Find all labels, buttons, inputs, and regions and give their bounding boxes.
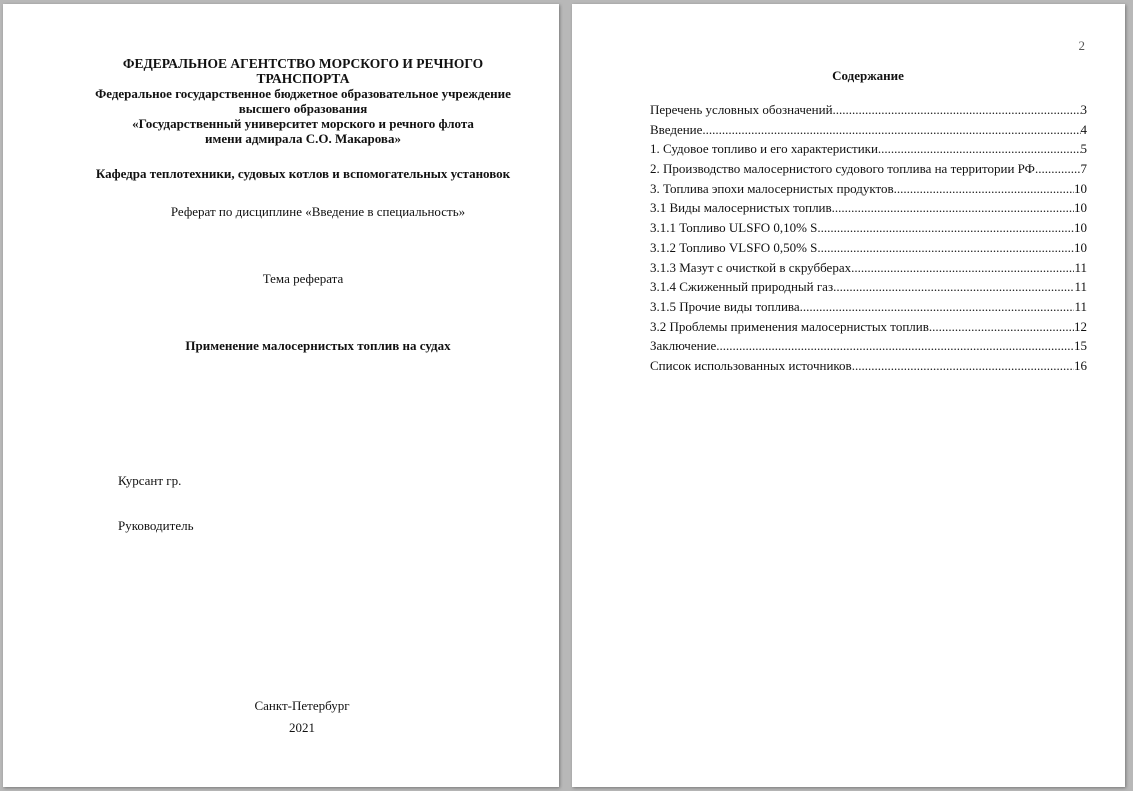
toc-leader	[833, 100, 1081, 120]
toc-entry-page: 10	[1074, 220, 1087, 236]
topic-title: Применение малосернистых топлив на судах	[185, 338, 451, 353]
toc-entry[interactable]	[650, 277, 1087, 297]
header-line: ФЕДЕРАЛЬНОЕ АГЕНТСТВО МОРСКОГО И РЕЧНОГО	[122, 56, 484, 71]
toc-entry-text: 1. Судовое топливо и его характеристики	[650, 141, 878, 157]
toc-entry-page: 16	[1074, 357, 1087, 373]
toc-entry[interactable]	[650, 297, 1087, 317]
toc-entry[interactable]	[650, 238, 1087, 258]
toc-entry-text: 3. Топлива эпохи малосернистых продуктов	[650, 180, 894, 196]
toc-entry-text: Перечень условных обозначений	[650, 102, 833, 117]
toc-leader	[894, 179, 1074, 199]
student-label: Курсант гр.	[118, 473, 182, 488]
header-line: имени адмирала С.О. Макарова»	[205, 131, 401, 146]
title-page	[3, 4, 559, 787]
toc-entry-text: 3.1.3 Мазут с очисткой в скрубберах	[650, 259, 852, 275]
toc-entry-text: 3.2 Проблемы применения малосернистых топлив	[650, 318, 929, 334]
toc-entry[interactable]	[650, 218, 1087, 238]
toc-entry-page: 11	[1074, 259, 1087, 275]
toc-leader	[1035, 159, 1081, 179]
toc-entry-page: 3	[1080, 102, 1087, 117]
toc-leader	[716, 336, 1074, 356]
toc-entry-page: 15	[1074, 338, 1087, 354]
toc-entry-text: 3.1.4 Сжиженный природный газ	[650, 279, 834, 295]
toc-leader	[851, 258, 1074, 278]
toc-leader	[878, 139, 1081, 159]
toc-entry-page: 4	[1080, 121, 1087, 137]
toc-entry[interactable]	[650, 100, 1087, 120]
department: Кафедра теплотехники, судовых котлов и вспомогательных установок	[95, 166, 511, 181]
header-line: ТРАНСПОРТА	[256, 71, 350, 86]
toc-entry[interactable]	[650, 198, 1087, 218]
header-line: «Государственный университет морского и речного флота	[132, 116, 474, 131]
title-page-header	[63, 56, 543, 146]
toc-entry-page: 5	[1080, 141, 1087, 157]
toc-leader	[929, 317, 1074, 337]
city: Санкт-Петербург	[254, 698, 350, 713]
contents-page	[572, 4, 1125, 787]
toc-entry[interactable]	[650, 120, 1087, 140]
toc-leader	[832, 198, 1074, 218]
page-number: 2	[1078, 38, 1085, 53]
toc-entry-text: Заключение	[650, 338, 717, 354]
year: 2021	[289, 720, 315, 735]
toc-entry-page: 11	[1074, 279, 1087, 295]
toc-entry-text: Список использованных источников	[650, 357, 852, 373]
toc-list	[650, 100, 1087, 376]
toc-entry-text: 3.1.5 Прочие виды топлива	[650, 298, 800, 314]
toc-entry-text: 3.1.1 Топливо ULSFO 0,10% S	[650, 220, 818, 236]
toc-entry-page: 11	[1074, 298, 1087, 314]
toc-entry-page: 10	[1074, 239, 1087, 255]
header-line: Федеральное государственное бюджетное образовательное учреждение	[95, 86, 511, 101]
toc-entry-page: 10	[1074, 200, 1087, 216]
toc-entry-text: Введение	[650, 121, 703, 137]
topic-label: Тема реферата	[262, 271, 344, 286]
toc-entry[interactable]	[650, 139, 1087, 159]
discipline: Реферат по дисциплине «Введение в специальность»	[170, 204, 466, 219]
toc-entry[interactable]	[650, 356, 1087, 376]
supervisor-label: Руководитель	[118, 518, 194, 533]
toc-entry[interactable]	[650, 179, 1087, 199]
toc-leader	[817, 238, 1074, 258]
toc-entry-text: 3.1.2 Топливо VLSFO 0,50% S	[650, 239, 818, 255]
header-line: высшего образования	[238, 101, 368, 116]
toc-entry-page: 10	[1074, 180, 1087, 196]
contents-title: Содержание	[832, 68, 904, 83]
toc-leader	[833, 277, 1074, 297]
toc-entry-page: 7	[1080, 161, 1087, 177]
toc-entry[interactable]	[650, 336, 1087, 356]
toc-leader	[817, 218, 1074, 238]
toc-entry[interactable]	[650, 258, 1087, 278]
toc-entry-text: 2. Производство малосернистого судового топлива на территории РФ	[650, 161, 1035, 177]
toc-leader	[702, 120, 1080, 140]
toc-entry-page: 12	[1074, 318, 1087, 334]
toc-entry-text: 3.1 Виды малосернистых топлив	[650, 200, 832, 216]
toc-leader	[800, 297, 1075, 317]
toc-entry[interactable]	[650, 317, 1087, 337]
toc-entry[interactable]	[650, 159, 1087, 179]
toc-leader	[852, 356, 1074, 376]
